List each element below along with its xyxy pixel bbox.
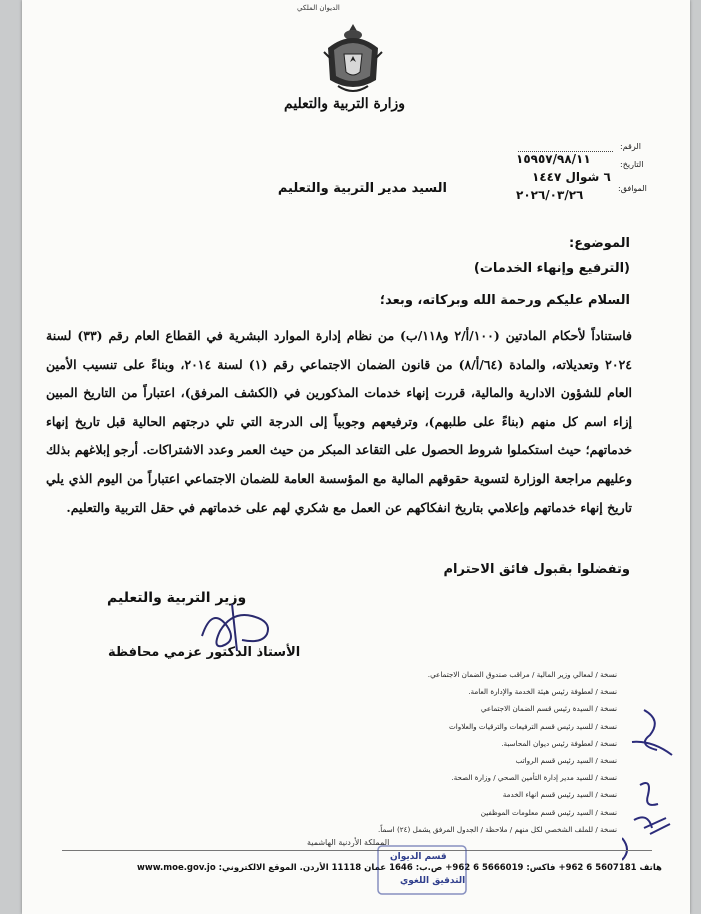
hijri-date: ٦ شوال ١٤٤٧ — [532, 170, 611, 184]
copy-line: نسخة / لعطوفة رئيس هيئة الخدمة والإدارة العامة. — [468, 687, 617, 697]
date-label: التاريخ: — [620, 160, 644, 169]
addressee: السيد مدير التربية والتعليم — [277, 181, 447, 196]
stamp-line-1: قسم الديوان — [390, 852, 447, 862]
copy-line: نسخة / لعطوفة رئيس ديوان المحاسبة. — [501, 738, 617, 748]
signatory-name: الأستاذ الدكتور عزمي محافظة — [108, 645, 301, 660]
handwritten-marks-icon — [622, 700, 682, 870]
ministry-name: وزارة التربية والتعليم — [284, 96, 406, 112]
greeting: السلام عليكم ورحمة الله وبركاته، وبعد؛ — [379, 293, 630, 308]
subject-label: الموضوع: — [569, 236, 630, 251]
footer-divider — [62, 850, 652, 851]
royal-header-line: الديوان الملكي — [297, 4, 340, 12]
copy-line: نسخة / للسيد رئيس قسم الترفيعات والترقيات والعلاوات — [448, 721, 617, 731]
corresponding-label: الموافق: — [618, 184, 647, 193]
copy-line: نسخة / للملف الشخصي لكل منهم / ملاحظة / الجدول المرفق يشمل (٢٤) اسماً. — [378, 824, 617, 834]
coat-of-arms-icon — [320, 22, 386, 98]
stamp-icon — [372, 842, 472, 898]
gregorian-date: ٢٠٢٦/٠٣/٢٦ — [516, 188, 584, 202]
kingdom-name: المملكة الأردنية الهاشمية — [307, 838, 390, 847]
copy-line: نسخة / للسيد مدير إدارة التأمين الصحي / وزارة الصحة. — [451, 773, 617, 783]
letter-page — [22, 0, 690, 914]
ref-label: الرقم: — [620, 142, 641, 151]
date-value: ١٥٩٥٧/٩٨/١١ — [516, 152, 591, 166]
closing-line: وتفضلوا بقبول فائق الاحترام — [443, 562, 630, 577]
copies-list — [172, 666, 617, 838]
letter-body: فاستناداً لأحكام المادتين (١٠٠/أ/٢ و١١٨/ب) من نظام إدارة الموارد البشرية في القطاع العام رقم (٣٣) لسنة ٢٠٢٤ وتعديلاته، والمادة (٦٤/أ/٨) من قانون الضمان الاجتماعي رقم (١) لسنة ٢٠١٤، وبناءً على تنسيب الأمين العام للشؤون الادارية والمالية، قررت إنهاء خدمات المذكورين في (الكشف المرفق)، اعتباراً من التاريخ المبين إزاء اسم كل منهم (بناءً على طلبهم)، وترفيعهم وجوبياً إلى الدرجة التي تلي درجتهم الحالية قبل تاريخ إنهاء خدماتهم؛ حيث استكملوا شروط الحصول على التقاعد المبكر من حيث العمر وعدد الاشتراكات. أرجو إبلاغهم بذلك وعليهم مراجعة الوزارة لتسوية حقوقهم المالية مع المؤسسة العامة للضمان الاجتماعي اعتباراً من اليوم الذي يلي تاريخ إنهاء خدماتهم وإعلامي بتاريخ انفكاكهم عن العمل مع شكري لهم على خدماتهم في حقل التربية والتعليم. — [46, 328, 633, 515]
copy-line: نسخة / السيد رئيس قسم انهاء الخدمة — [502, 790, 617, 800]
copy-line: نسخة / السيد رئيس قسم معلومات الموظفين — [480, 807, 617, 817]
signatory-title: وزير التربية والتعليم — [107, 590, 247, 606]
subject-value: (الترفيع وإنهاء الخدمات) — [473, 261, 630, 276]
copy-line: نسخة / لمعالي وزير المالية / مراقب صندوق الضمان الاجتماعي. — [427, 670, 617, 679]
stamp-line-2: التدقيق اللغوي — [400, 876, 466, 886]
copy-line: نسخة / السيد رئيس قسم الرواتب — [515, 756, 617, 766]
copy-line: نسخة / السيدة رئيس قسم الضمان الاجتماعي — [480, 704, 617, 714]
footer-contact: هاتف 5607181 6 962+ فاكس: 5666019 6 962+ ص.ب: 1646 عمان 11118 الأردن. الموقع الالكتروني: www.moe.gov.jo — [137, 863, 662, 873]
